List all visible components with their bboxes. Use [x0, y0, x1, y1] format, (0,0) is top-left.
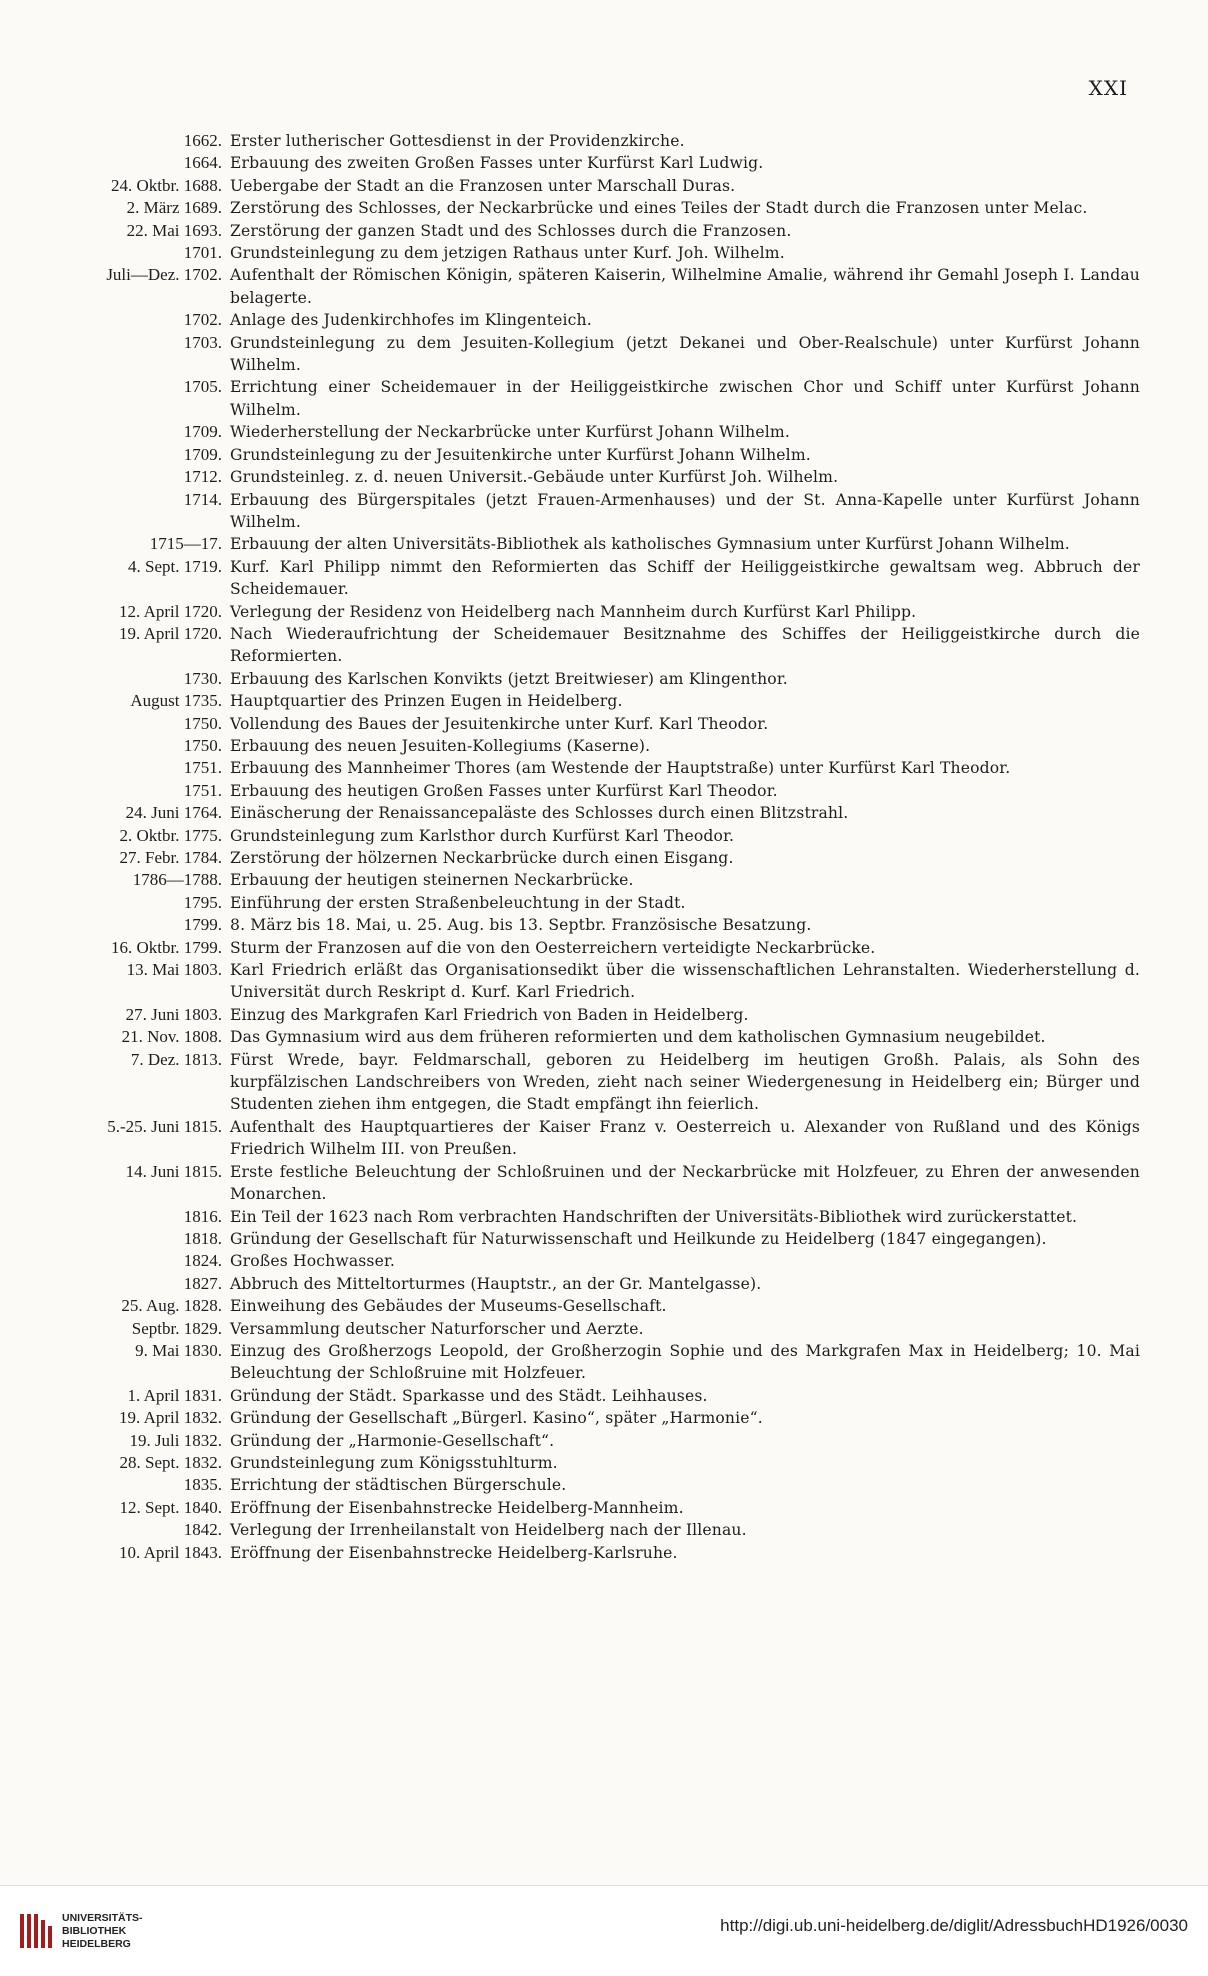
entry-date: 27. Juni 1803. [125, 1004, 222, 1024]
entry-date: 1701. [183, 243, 222, 263]
entry-text: Versammlung deutscher Naturforscher und Aerzte. [230, 1319, 644, 1338]
entry-text: Gründung der „Harmonie-Gesellschaft“. [230, 1431, 555, 1450]
chronicle-entry [40, 309, 1140, 331]
entry-text: Ein Teil der 1623 nach Rom verbrachten Handschriften der Universitäts-Bibliothek wird zurückerstattet. [230, 1207, 1078, 1226]
entry-text: Erbauung der alten Universitäts-Bibliothek als katholisches Gymnasium unter Kurfürst Johann Wilhelm. [230, 535, 1070, 554]
entry-text: Erster lutherischer Gottesdienst in der Providenzkirche. [230, 132, 685, 150]
chronicle-entry [40, 175, 1140, 197]
entry-text: Anlage des Judenkirchhofes im Klingenteich. [230, 311, 592, 330]
entry-text: Verlegung der Irrenheilanstalt von Heidelberg nach der Illenau. [230, 1521, 747, 1540]
chronicle-entry [40, 421, 1140, 443]
entry-date: 1835. [183, 1475, 222, 1495]
entry-date: 12. April 1720. [119, 601, 222, 621]
entry-date: 1751. [183, 758, 222, 778]
entry-text: Erbauung der heutigen steinernen Neckarbrücke. [230, 871, 634, 890]
entry-date: 1816. [183, 1206, 222, 1226]
entry-text: Einzug des Markgrafen Karl Friedrich von Baden in Heidelberg. [230, 1005, 749, 1024]
source-url[interactable]: http://digi.ub.uni-heidelberg.de/diglit/AdressbuchHD1926/0030 [720, 1916, 1188, 1935]
entry-date: 7. Dez. 1813. [130, 1049, 222, 1069]
logo-line-2: BIBLIOTHEK [62, 1924, 127, 1937]
entry-date: 1751. [183, 780, 222, 800]
chronicle-entry [40, 1206, 1140, 1228]
entry-date: 12. Sept. 1840. [119, 1497, 222, 1517]
entry-text: Hauptquartier des Prinzen Eugen in Heidelberg. [230, 692, 623, 711]
entry-date: 1709. [183, 444, 222, 464]
entry-text: Erbauung des Bürgerspitales (jetzt Frauen-Armenhauses) und der St. Anna-Kapelle unter Kurfürst Johann Wilhelm. [230, 490, 1140, 531]
entry-text: Aufenthalt des Hauptquartieres der Kaiser Franz v. Oesterreich u. Alexander von Rußland und des Königs Friedrich Wilhelm III. von Preußen. [230, 1117, 1140, 1159]
chronicle-entry [40, 1430, 1140, 1452]
chronicle-entry [40, 1116, 1140, 1161]
entry-date: 19. Juli 1832. [129, 1430, 222, 1450]
entry-date: 1818. [183, 1228, 222, 1248]
chronicle-entry [40, 332, 1140, 377]
entry-text: Erbauung des zweiten Großen Fasses unter Kurfürst Karl Ludwig. [230, 154, 764, 173]
entry-date: 2. Oktbr. 1775. [119, 825, 222, 845]
university-library-icon [18, 1910, 54, 1952]
chronicle-entry [40, 1161, 1140, 1206]
entry-date: 16. Oktbr. 1799. [111, 937, 222, 957]
page-number: XXI [1088, 76, 1128, 100]
entry-text: Zerstörung der ganzen Stadt und des Schlosses durch die Franzosen. [230, 221, 792, 240]
entry-text: Eröffnung der Eisenbahnstrecke Heidelberg-Karlsruhe. [230, 1543, 678, 1562]
chronicle-entry [40, 444, 1140, 466]
chronicle-entry [40, 690, 1140, 712]
entry-date: 14. Juni 1815. [125, 1161, 222, 1181]
entry-date: Juli—Dez. 1702. [106, 265, 222, 285]
chronicle-entry [40, 1407, 1140, 1429]
entry-text: Grundsteinlegung zum Königsstuhlturm. [230, 1453, 558, 1472]
entry-text: 8. März bis 18. Mai, u. 25. Aug. bis 13. Septbr. Französische Besatzung. [230, 916, 812, 935]
chronicle-entry [40, 1497, 1140, 1519]
chronicle-entry [40, 914, 1140, 936]
entry-text: Sturm der Franzosen auf die von den Oesterreichern verteidigte Neckarbrücke. [230, 938, 876, 957]
chronicle-entry [40, 1049, 1140, 1116]
library-logo [18, 1910, 143, 1952]
chronicle-entry [40, 601, 1140, 623]
chronicle-entry [40, 1385, 1140, 1407]
entry-text: Gründung der Städt. Sparkasse und des Städt. Leihhauses. [230, 1386, 708, 1405]
chronicle-entry [40, 556, 1140, 601]
entry-text: Zerstörung des Schlosses, der Neckarbrücke und eines Teiles der Stadt durch die Franzosen unter Melac. [230, 199, 1088, 218]
entry-text: Fürst Wrede, bayr. Feldmarschall, geboren zu Heidelberg im heutigen Großh. Palais, als Sohn des kurpfälzischen Landschreibers von Wreden, zieht nach seiner Wiedergenesung in Heidelberg ein; Bürger und Studenten ziehen ihm entgegen, die Stadt empfängt ihn feierlich. [230, 1050, 1140, 1114]
entry-text: Erbauung des heutigen Großen Fasses unter Kurfürst Karl Theodor. [230, 781, 778, 800]
chronicle-entry [40, 825, 1140, 847]
chronicle-entry [40, 735, 1140, 757]
entry-date: 1799. [183, 915, 222, 935]
entry-text: Wiederherstellung der Neckarbrücke unter Kurfürst Johann Wilhelm. [230, 423, 790, 442]
chronicle-entry [40, 376, 1140, 421]
entry-date: 1662. [183, 131, 222, 150]
chronicle-entry [40, 1542, 1140, 1564]
entry-text: Erbauung des Mannheimer Thores (am Westende der Hauptstraße) unter Kurfürst Karl Theodor. [230, 759, 1011, 778]
chronicle-entry [40, 780, 1140, 802]
entry-date: 25. Aug. 1828. [121, 1296, 222, 1316]
entry-text: Kurf. Karl Philipp nimmt den Reformierten das Schiff der Heiliggeistkirche gewaltsam weg. Abbruch der Scheidemauer. [230, 557, 1140, 599]
entry-date: 1714. [183, 489, 222, 509]
chronicle-entry [40, 242, 1140, 264]
entry-text: Eröffnung der Eisenbahnstrecke Heidelberg-Mannheim. [230, 1498, 684, 1517]
entry-date: 24. Oktbr. 1688. [111, 175, 222, 195]
chronicle-entry [40, 1228, 1140, 1250]
entry-text: Verlegung der Residenz von Heidelberg nach Mannheim durch Kurfürst Karl Philipp. [230, 602, 917, 621]
entry-date: 1827. [183, 1273, 222, 1293]
chronicle-entry [40, 937, 1140, 959]
entry-date: 1824. [183, 1251, 222, 1271]
entry-text: Einweihung des Gebäudes der Museums-Gesellschaft. [230, 1297, 667, 1316]
entry-date: 1795. [183, 892, 222, 912]
chronicle-entry [40, 1452, 1140, 1474]
entry-text: Grundsteinlegung zu dem Jesuiten-Kollegium (jetzt Dekanei und Ober-Realschule) unter Kurfürst Johann Wilhelm. [230, 333, 1140, 375]
chronicle-entry [40, 847, 1140, 869]
entry-date: 2. März 1689. [126, 198, 222, 218]
entry-text: Großes Hochwasser. [230, 1252, 395, 1271]
chronicle-entry [40, 1273, 1140, 1295]
entry-text: Grundsteinlegung zu der Jesuitenkirche unter Kurfürst Johann Wilhelm. [230, 445, 811, 464]
entry-date: 4. Sept. 1719. [128, 556, 222, 576]
chronicle-entry [40, 152, 1140, 174]
chronicle-entry [40, 623, 1140, 668]
entry-date: 1730. [183, 668, 222, 688]
chronicle-list [40, 130, 1140, 1564]
logo-line-3: HEIDELBERG [62, 1937, 131, 1950]
entry-date: 1715—17. [149, 534, 222, 554]
chronicle-entry [40, 1474, 1140, 1496]
footer [0, 1885, 1208, 1976]
chronicle-entry [40, 1318, 1140, 1340]
chronicle-entry [40, 220, 1140, 242]
chronicle-entry [40, 1295, 1140, 1317]
chronicle-entry [40, 264, 1140, 309]
chronicle-entry [40, 1250, 1140, 1272]
chronicle-entry [40, 1004, 1140, 1026]
entry-date: 21. Nov. 1808. [121, 1027, 222, 1047]
entry-text: Aufenthalt der Römischen Königin, späteren Kaiserin, Wilhelmine Amalie, während ihr Gemahl Joseph I. Landau belagerte. [230, 266, 1140, 307]
entry-text: Einäscherung der Renaissancepaläste des Schlosses durch einen Blitzstrahl. [230, 804, 849, 823]
entry-text: Zerstörung der hölzernen Neckarbrücke durch einen Eisgang. [230, 849, 734, 867]
entry-date: 1703. [183, 332, 222, 352]
chronicle-entry [40, 757, 1140, 779]
entry-date: 28. Sept. 1832. [119, 1452, 222, 1472]
chronicle-entry [40, 1026, 1140, 1048]
entry-text: Das Gymnasium wird aus dem früheren reformierten und dem katholischen Gymnasium neugebildet. [230, 1028, 1046, 1047]
chronicle-entry [40, 802, 1140, 824]
entry-date: 27. Febr. 1784. [119, 848, 222, 867]
entry-date: 1786—1788. [132, 870, 222, 890]
entry-text: Karl Friedrich erläßt das Organisationsedikt über die wissenschaftlichen Lehranstalten. Wiederherstellung d. Universität durch Reskript d. Kurf. Karl Friedrich. [230, 961, 1140, 1002]
entry-text: Einzug des Großherzogs Leopold, der Großherzogin Sophie und des Markgrafen Max in Heidelberg; 10. Mai Beleuchtung der Schloßruine mit Holzfeuer. [230, 1341, 1140, 1383]
entry-date: 1750. [183, 735, 222, 755]
entry-text: Gründung der Gesellschaft „Bürgerl. Kasino“, später „Harmonie“. [230, 1409, 763, 1428]
entry-text: Abbruch des Mitteltorturmes (Hauptstr., an der Gr. Mantelgasse). [230, 1274, 762, 1293]
chronicle-entry [40, 466, 1140, 488]
entry-date: 22. Mai 1693. [126, 220, 222, 240]
entry-text: Grundsteinleg. z. d. neuen Universit.-Gebäude unter Kurfürst Joh. Wilhelm. [230, 468, 839, 487]
entry-text: Gründung der Gesellschaft für Naturwissenschaft und Heilkunde zu Heidelberg (1847 eingegangen). [230, 1229, 1047, 1248]
chronicle-entry [40, 1519, 1140, 1541]
chronicle-entry [40, 959, 1140, 1004]
entry-text: Uebergabe der Stadt an die Franzosen unter Marschall Duras. [230, 176, 736, 195]
entry-text: Errichtung der städtischen Bürgerschule. [230, 1476, 567, 1495]
chronicle-entry [40, 869, 1140, 891]
entry-text: Vollendung des Baues der Jesuitenkirche unter Kurf. Karl Theodor. [230, 714, 769, 733]
entry-text: Grundsteinlegung zu dem jetzigen Rathaus unter Kurf. Joh. Wilhelm. [230, 244, 785, 263]
entry-date: 1750. [183, 713, 222, 733]
entry-text: Erbauung des neuen Jesuiten-Kollegiums (Kaserne). [230, 736, 651, 755]
chronicle-entry [40, 130, 1140, 152]
entry-date: 1702. [183, 310, 222, 330]
chronicle-entry [40, 1340, 1140, 1385]
entry-text: Erste festliche Beleuchtung der Schloßruinen und der Neckarbrücke mit Holzfeuer, zu Ehren der anwesenden Monarchen. [230, 1162, 1140, 1204]
entry-date: 13. Mai 1803. [126, 960, 222, 980]
entry-text: Errichtung einer Scheidemauer in der Heiliggeistkirche zwischen Chor und Schiff unter Kurfürst Johann Wilhelm. [230, 378, 1140, 419]
entry-date: 1712. [183, 467, 222, 487]
chronicle-entry [40, 533, 1140, 555]
entry-date: 19. April 1720. [119, 623, 222, 643]
logo-line-1: UNIVERSITÄTS- [62, 1911, 143, 1924]
chronicle-entry [40, 668, 1140, 690]
chronicle-entry [40, 489, 1140, 534]
entry-date: 1705. [183, 377, 222, 397]
chronicle-entry [40, 713, 1140, 735]
entry-date: 1709. [183, 422, 222, 442]
entry-date: August 1735. [130, 691, 222, 711]
entry-date: Septbr. 1829. [131, 1318, 222, 1338]
entry-text: Erbauung des Karlschen Konvikts (jetzt Breitwieser) am Klingenthor. [230, 669, 788, 688]
entry-date: 9. Mai 1830. [135, 1340, 222, 1360]
entry-date: 1. April 1831. [127, 1385, 222, 1405]
entry-text: Nach Wiederaufrichtung der Scheidemauer Besitznahme des Schiffes der Heiliggeistkirche durch die Reformierten. [230, 624, 1140, 666]
entry-text: Einführung der ersten Straßenbeleuchtung in der Stadt. [230, 893, 686, 912]
chronicle-entry [40, 892, 1140, 914]
entry-text: Grundsteinlegung zum Karlsthor durch Kurfürst Karl Theodor. [230, 826, 735, 845]
chronicle-entry [40, 197, 1140, 219]
entry-date: 10. April 1843. [119, 1542, 222, 1562]
entry-date: 24. Juni 1764. [125, 803, 222, 823]
entry-date: 1664. [183, 153, 222, 173]
entry-date: 5.-25. Juni 1815. [107, 1116, 222, 1136]
entry-date: 19. April 1832. [119, 1408, 222, 1428]
entry-date: 1842. [183, 1520, 222, 1540]
